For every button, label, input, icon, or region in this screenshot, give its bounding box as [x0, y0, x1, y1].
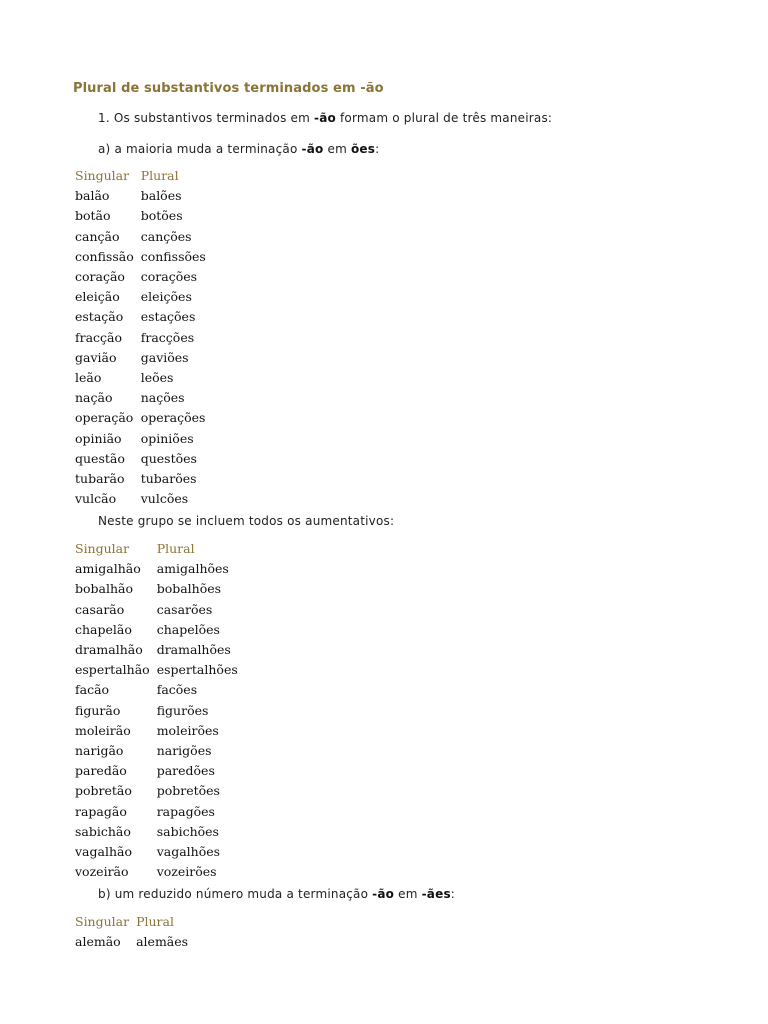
table-row	[75, 660, 238, 680]
table-row	[75, 842, 238, 862]
plural-cell: operações	[140, 410, 206, 426]
bold-ending: -ão	[372, 887, 395, 901]
bold-ending: -ão	[314, 111, 336, 125]
plural-cell: facões	[156, 682, 198, 698]
plural-cell: leões	[140, 370, 174, 386]
plural-cell: rapagões	[156, 803, 215, 819]
table-row	[75, 579, 238, 599]
plural-cell: sabichões	[156, 823, 219, 839]
plural-cell: balões	[140, 188, 182, 204]
singular-cell: casarão	[75, 601, 125, 617]
plural-cell: figurões	[156, 702, 209, 718]
singular-cell: botão	[75, 208, 111, 224]
singular-cell: vulcão	[75, 491, 117, 507]
table-row	[75, 640, 238, 660]
header-plural: Plural	[156, 541, 195, 556]
text-span: em	[394, 887, 422, 901]
singular-cell: coração	[75, 269, 125, 285]
plural-cell: dramalhões	[156, 642, 231, 658]
singular-cell: narigão	[75, 743, 124, 759]
plural-cell: vagalhões	[156, 844, 221, 860]
singular-cell: vagalhão	[75, 844, 132, 860]
plural-cell: moleirões	[156, 722, 219, 738]
plural-cell: espertalhões	[156, 662, 238, 678]
singular-cell: facão	[75, 682, 110, 698]
header-plural: Plural	[140, 168, 179, 183]
table-row	[75, 701, 238, 721]
text-span: formam o plural de três maneiras:	[335, 111, 553, 125]
plural-cell: casarões	[156, 601, 213, 617]
plural-cell: narigões	[156, 743, 212, 759]
text-span: :	[450, 887, 456, 901]
table-row	[75, 408, 206, 428]
singular-cell: fracção	[75, 329, 123, 345]
table-row	[75, 620, 238, 640]
plural-cell: pobretões	[156, 783, 220, 799]
singular-cell: alemão	[75, 934, 121, 950]
table-row	[75, 600, 238, 620]
table-header-row	[75, 539, 238, 559]
table-header-row	[75, 166, 206, 186]
singular-cell: amigalhão	[75, 561, 141, 577]
table-row	[75, 781, 238, 801]
singular-cell: gavião	[75, 349, 117, 365]
table-row	[75, 449, 206, 469]
plural-cell: eleições	[140, 289, 192, 305]
singular-cell: questão	[75, 450, 125, 466]
bold-ending: -ão	[301, 142, 324, 156]
plural-cell: alemães	[136, 934, 189, 950]
table-row	[75, 247, 206, 267]
table-row	[75, 822, 238, 842]
plural-cell: nações	[140, 390, 185, 406]
word-table-oes	[75, 166, 206, 509]
header-singular: Singular	[75, 914, 130, 929]
table-row	[75, 932, 188, 952]
plural-cell: corações	[140, 269, 198, 285]
table-row	[75, 348, 206, 368]
aumentativos-note: Neste grupo se incluem todos os aumentativos:	[98, 514, 395, 528]
plural-cell: gaviões	[140, 349, 189, 365]
singular-cell: estação	[75, 309, 124, 325]
table-row	[75, 559, 238, 579]
plural-cell: estações	[140, 309, 196, 325]
table-row	[75, 307, 206, 327]
header-singular: Singular	[75, 541, 130, 556]
table-row	[75, 388, 206, 408]
plural-cell: bobalhões	[156, 581, 222, 597]
plural-cell: tubarões	[140, 471, 197, 487]
header-plural: Plural	[136, 914, 174, 929]
text-span: a) a maioria muda a terminação	[98, 142, 302, 156]
text-span: em	[323, 142, 351, 156]
plural-cell: vulcões	[140, 491, 189, 507]
plural-cell: confissões	[140, 248, 206, 264]
rule-paragraph-1	[98, 111, 552, 125]
table-row	[75, 206, 206, 226]
singular-cell: balão	[75, 188, 110, 204]
plural-cell: canções	[140, 228, 192, 244]
table-row	[75, 267, 206, 287]
table-row	[75, 429, 206, 449]
table-row	[75, 287, 206, 307]
bold-ending: -ães	[421, 887, 451, 901]
plural-cell: amigalhões	[156, 561, 229, 577]
plural-cell: opiniões	[140, 430, 194, 446]
bold-ending: ões	[350, 142, 376, 156]
singular-cell: rapagão	[75, 803, 127, 819]
text-span: 1. Os substantivos terminados em	[98, 111, 315, 125]
singular-cell: sabichão	[75, 823, 131, 839]
text-span: b) um reduzido número muda a terminação	[98, 887, 373, 901]
singular-cell: opinião	[75, 430, 122, 446]
table-row	[75, 489, 206, 509]
rule-paragraph-b	[98, 887, 455, 901]
singular-cell: confissão	[75, 248, 134, 264]
singular-cell: figurão	[75, 702, 121, 718]
plural-cell: botões	[140, 208, 183, 224]
singular-cell: espertalhão	[75, 662, 150, 678]
table-row	[75, 721, 238, 741]
section-heading: Plural de substantivos terminados em -ão	[73, 81, 384, 96]
singular-cell: leão	[75, 370, 102, 386]
plural-cell: chapelões	[156, 621, 220, 637]
singular-cell: dramalhão	[75, 642, 143, 658]
singular-cell: moleirão	[75, 722, 131, 738]
singular-cell: paredão	[75, 763, 127, 779]
rule-paragraph-a	[98, 142, 379, 156]
singular-cell: canção	[75, 228, 120, 244]
singular-cell: chapelão	[75, 621, 132, 637]
singular-cell: vozeirão	[75, 864, 129, 880]
plural-cell: questões	[140, 450, 197, 466]
table-row	[75, 802, 238, 822]
singular-cell: bobalhão	[75, 581, 134, 597]
plural-cell: fracções	[140, 329, 195, 345]
table-row	[75, 227, 206, 247]
table-row	[75, 328, 206, 348]
table-header-row	[75, 912, 188, 932]
table-row	[75, 368, 206, 388]
table-row	[75, 862, 238, 882]
word-table-aumentativos	[75, 539, 238, 882]
singular-cell: tubarão	[75, 471, 125, 487]
singular-cell: operação	[75, 410, 134, 426]
table-row	[75, 186, 206, 206]
singular-cell: nação	[75, 390, 113, 406]
table-row	[75, 761, 238, 781]
table-row	[75, 469, 206, 489]
text-span: :	[375, 142, 380, 156]
table-row	[75, 741, 238, 761]
plural-cell: vozeirões	[156, 864, 217, 880]
header-singular: Singular	[75, 168, 130, 183]
plural-cell: paredões	[156, 763, 215, 779]
singular-cell: pobretão	[75, 783, 132, 799]
word-table-aes	[75, 912, 188, 952]
singular-cell: eleição	[75, 289, 120, 305]
table-row	[75, 680, 238, 700]
